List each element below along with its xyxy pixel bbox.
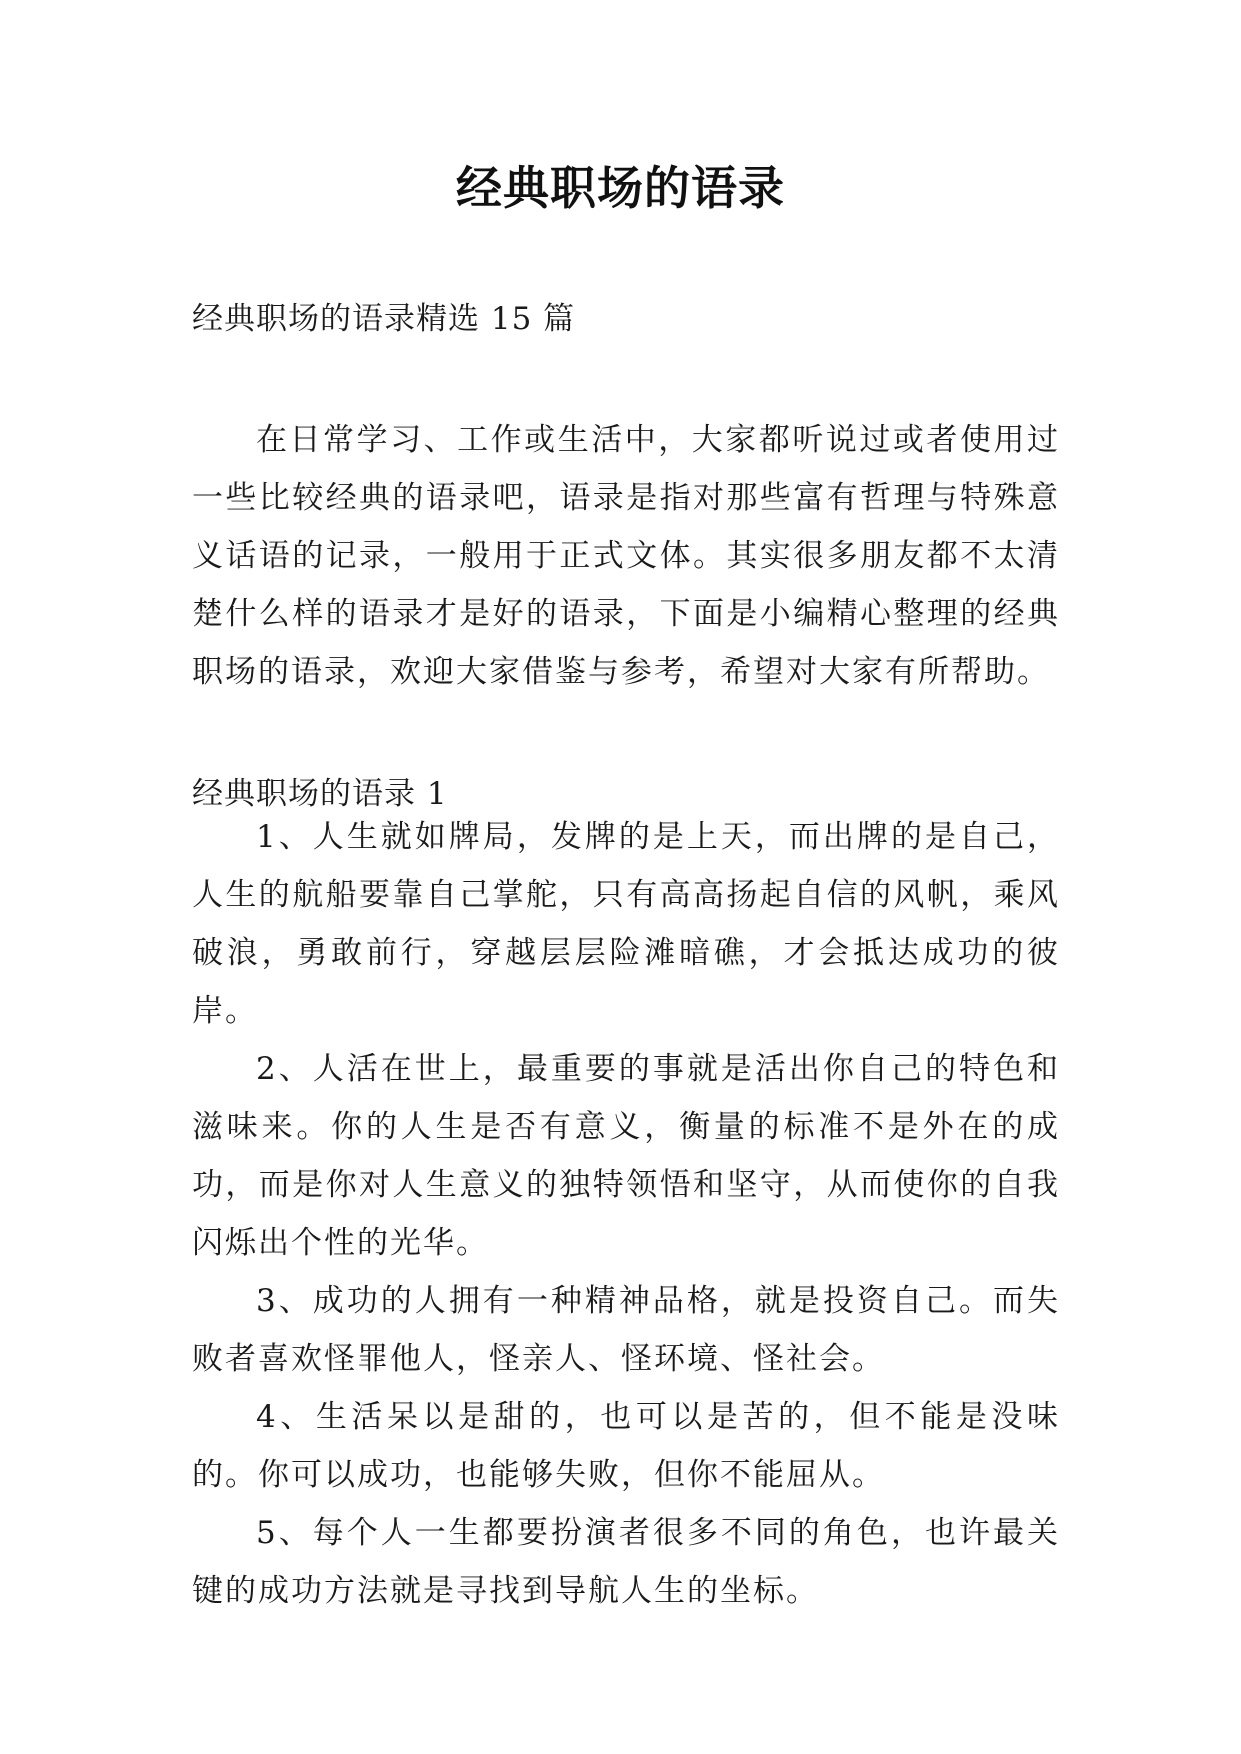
quote-item-3: 3、成功的人拥有一种精神品格，就是投资自己。而失败者喜欢怪罪他人，怪亲人、怪环境、怪社会。 [192,1283,1060,1377]
quote-item-5: 5、每个人一生都要扮演者很多不同的角色，也许最关键的成功方法就是寻找到导航人生的坐标。 [192,1515,1060,1609]
intro-paragraph: 在日常学习、工作或生活中，大家都听说过或者使用过一些比较经典的语录吧，语录是指对那些富有哲理与特殊意义话语的记录，一般用于正式文体。其实很多朋友都不太清楚什么样的语录才是好的语录，下面是小编精心整理的经典职场的语录，欢迎大家借鉴与参考，希望对大家有所帮助。 [192,422,1060,690]
quote-list [192,808,1060,1620]
quote-item-4: 4、生活呆以是甜的，也可以是苦的，但不能是没味的。你可以成功，也能够失败，但你不能屈从。 [192,1399,1060,1493]
section-heading: 经典职场的语录 1 [192,776,448,812]
document-title: 经典职场的语录 [456,161,785,215]
quote-item-1: 1、人生就如牌局，发牌的是上天，而出牌的是自己，人生的航船要靠自己掌舵，只有高高扬起自信的风帆，乘风破浪，勇敢前行，穿越层层险滩暗礁，才会抵达成功的彼岸。 [192,819,1060,1029]
document-subtitle: 经典职场的语录精选 15 篇 [192,301,576,337]
quote-item-2: 2、人活在世上，最重要的事就是活出你自己的特色和滋味来。你的人生是否有意义，衡量的标准不是外在的成功，而是你对人生意义的独特领悟和坚守，从而使你的自我闪烁出个性的光华。 [192,1051,1060,1261]
